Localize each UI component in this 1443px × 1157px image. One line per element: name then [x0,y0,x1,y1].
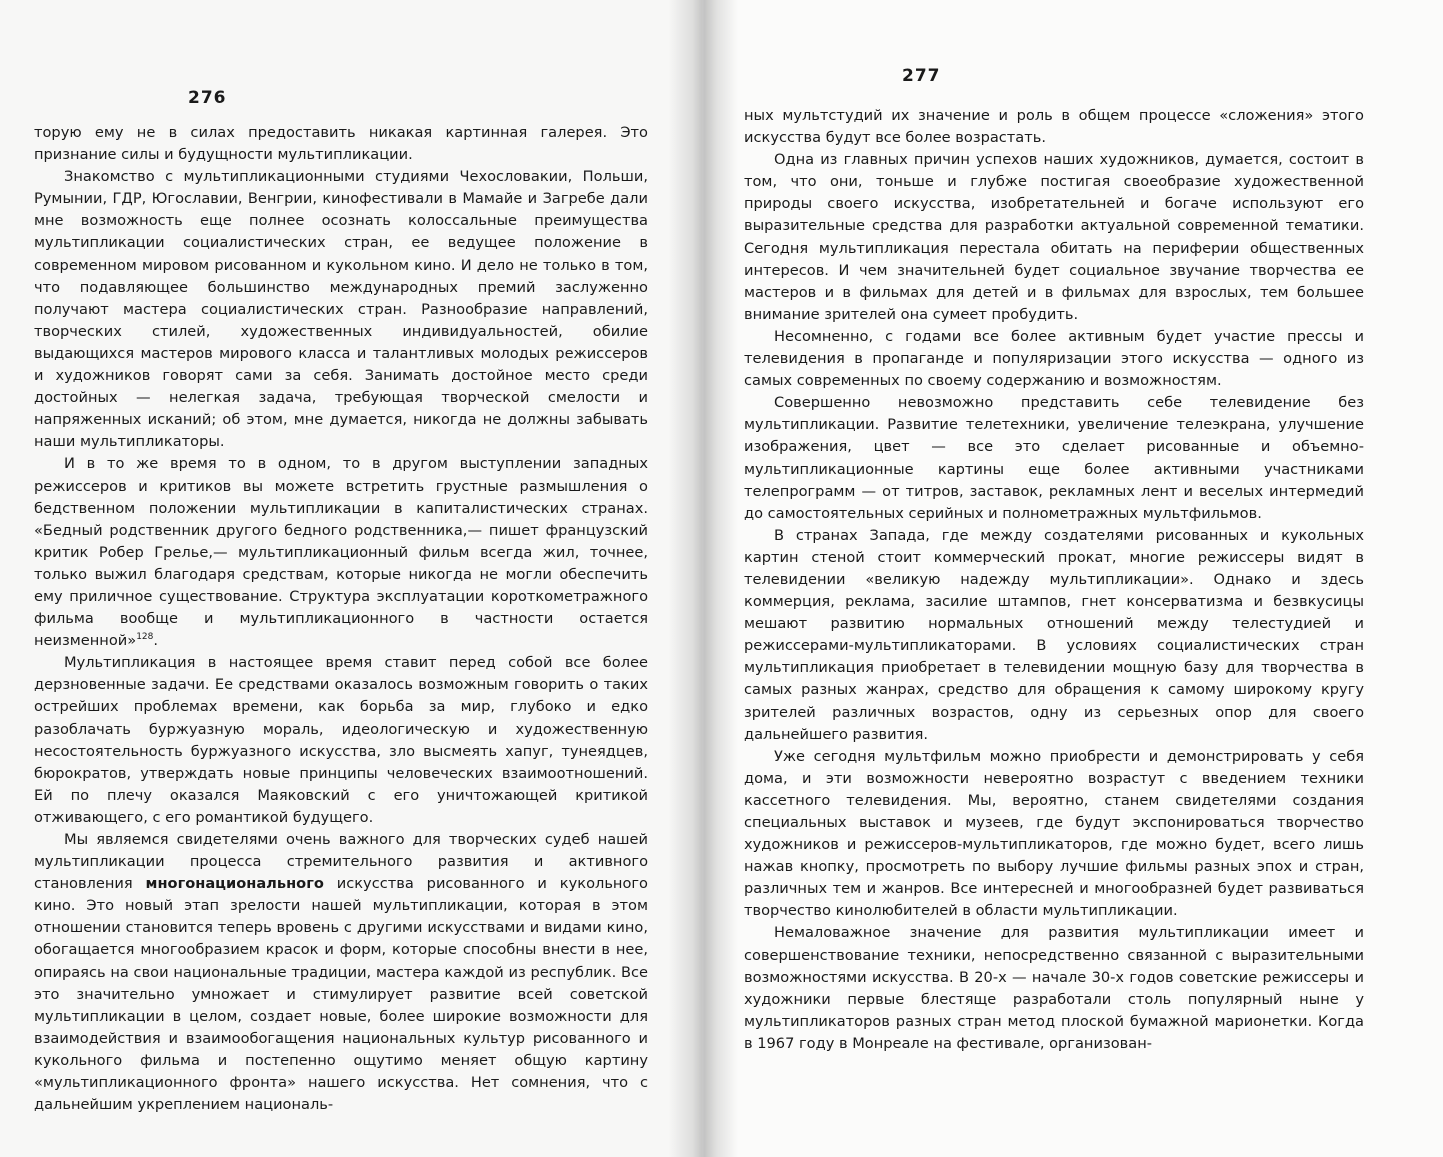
page-number-left: 276 [188,88,227,108]
paragraph: В странах Запада, где между создателями рисованных и кукольных картин стеной стоит коммерческий прокат, многие режиссеры видят в телевидении «великую надежду мультипликации». Однако и здесь коммерция, реклама, засилие штампов, гнет консерватизма и безвкусицы мешают развитию нормальных отношений между телестудией и режиссерами-мультипликаторами. В условиях социалистических стран мультипликация приобретает в телевидении мощную базу для творчества в самых разных жанрах, средство для обращения к самому широкому кругу зрителей различных возрастов, одну из серьезных опор для своего дальнейшего развития. [744,526,1364,743]
paragraph: Немаловажное значение для развития мультипликации имеет и совершенствование техники, непосредственно связанной с выразительными возможностями искусства. В 20-х — начале 30-х годов советские режиссеры и художники первые блестяще разработали столь популярный ныне у мультипликаторов разных стран метод плоской бумажной марионетки. Когда в 1967 году в Монреале на фестивале, организован- [744,924,1364,1052]
paragraph-text: И в то же время то в одном, то в другом выступлении западных режиссеров и критиков вы можете встретить грустные размышления о бедственном положении мультипликации в капиталистических странах. «Бедный родственник другого бедного родственника,— пишет французский критик Робер Грелье,— мультипликационный фильм всегда жил, точнее, только выжил благодаря средствам, которые никогда не могли обеспечить ему приличное существование. Структура эксплуатации короткометражного фильма вообще и мультипликационного в частности остается неизменной» [34,455,648,650]
footnote-marker: 128 [136,632,154,643]
paragraph-text: искусства рисованного и кукольного кино. Это новый этап зрелости нашей мультипликации, которая в этом отношении становится теперь вровень с другими искусствами и видами кино, обогащается многообразием красок и форм, которые способны внести в нее, опираясь на свои национальные традиции, мастера каждой из республик. Все это значительно умножает и стимулирует развитие всей советской мультипликации в целом, создает новые, более широкие возможности для взаимодействия и взаимообогащения национальных культур рисованного и кукольного фильма и постепенно ощутимо меняет общую картину «мультипликационного фронта» нашего искусства. Нет сомнения, что с дальнейшим укреплением националь- [34,875,648,1114]
right-page [702,0,1443,1157]
book-gutter-shadow [668,0,738,1157]
paragraph: Несомненно, с годами все более активным будет участие прессы и телевидения в пропаганде и популяризации этого искусства — одного из самых современных по своему содержанию и возможностям. [744,327,1364,390]
paragraph: Знакомство с мультипликационными студиями Чехословакии, Польши, Румынии, ГДР, Югославии, Венгрии, кинофестивали в Мамайе и Загребе дали мне возможность еще полнее осознать колоссальные преимущества мультипликации социалистических стран, ее ведущее положение в современном мировом рисованном и кукольном кино. И дело не только в том, что подавляющее большинство международных премий заслуженно получают мастера социалистических стран. Разнообразие направлений, творческих стилей, художественных индивидуальностей, обилие выдающихся мастеров мирового класса и талантливых молодых режиссеров и художников говорят сами за себя. Занимать достойное место среди достойных — нелегкая задача, требующая творческой смелости и напряженных исканий; об этом, мне думается, никогда не должны забывать наши мультипликаторы. [34,168,648,451]
paragraph-end: . [153,632,159,650]
page-number-right: 277 [902,66,941,86]
paragraph [34,829,648,1116]
left-page-text [34,122,648,1116]
paragraph: ных мультстудий их значение и роль в общем процессе «сложения» этого искусства будут все более возрастать. [744,107,1364,147]
paragraph: Уже сегодня мультфильм можно приобрести и демонстрировать у себя дома, и эти возможности невероятно возрастут с введением техники кассетного телевидения. Мы, вероятно, станем свидетелями создания специальных выставок и музеев, где будут экспонироваться творчество художников и режиссеров-мультипликаторов, где можно будет, всего лишь нажав кнопку, просмотреть по выбору лучшие фильмы разных эпох и стран, различных тем и жанров. Все интересней и многообразней будет развиваться творчество кинолюбителей в области мультипликации. [744,747,1364,920]
emphasized-word: многонационального [145,875,324,893]
paragraph: Совершенно невозможно представить себе телевидение без мультипликации. Развитие телетехники, увеличение телеэкрана, улучшение изображения, цвет — все это сделает рисованные и объемно-мультипликационные картины еще более активными участниками телепрограмм — от титров, заставок, рекламных лент и веселых интермедий до самостоятельных серийных и полнометражных мультфильмов. [744,394,1364,522]
paragraph: торую ему не в силах предоставить никакая картинная галерея. Это признание силы и будущности мультипликации. [34,124,648,164]
left-page [0,0,702,1157]
paragraph: Мультипликация в настоящее время ставит перед собой все более дерзновенные задачи. Ее средствами оказалось возможным говорить о таких острейших проблемах времени, как борьба за мир, глубоко и едко разоблачать буржуазную мораль, идеологическую и художественную несостоятельность буржуазного искусства, зло высмеять хапуг, тунеядцев, бюрократов, утверждать новые принципы человеческих взаимоотношений. Ей по плечу оказался Маяковский с его уничтожающей критикой отживающего, с его романтикой будущего. [34,654,648,826]
paragraph-text: Мы являемся свидетелями очень важного для творческих судеб нашей мультипликации процесса стремительного развития и активного становления [34,831,648,893]
right-page-text [744,105,1364,1055]
paragraph [34,453,648,652]
paragraph: Одна из главных причин успехов наших художников, думается, состоит в том, что они, тоньше и глубже постигая своеобразие художественной природы своего искусства, изобретательней и богаче используют его выразительные средства для разработки актуальной современной тематики. Сегодня мультипликация перестала обитать на периферии общественных интересов. И чем значительней будет социальное звучание творчества ее мастеров и в фильмах для детей и в фильмах для взрослых, тем большее внимание зрителей она сумеет пробудить. [744,151,1364,323]
